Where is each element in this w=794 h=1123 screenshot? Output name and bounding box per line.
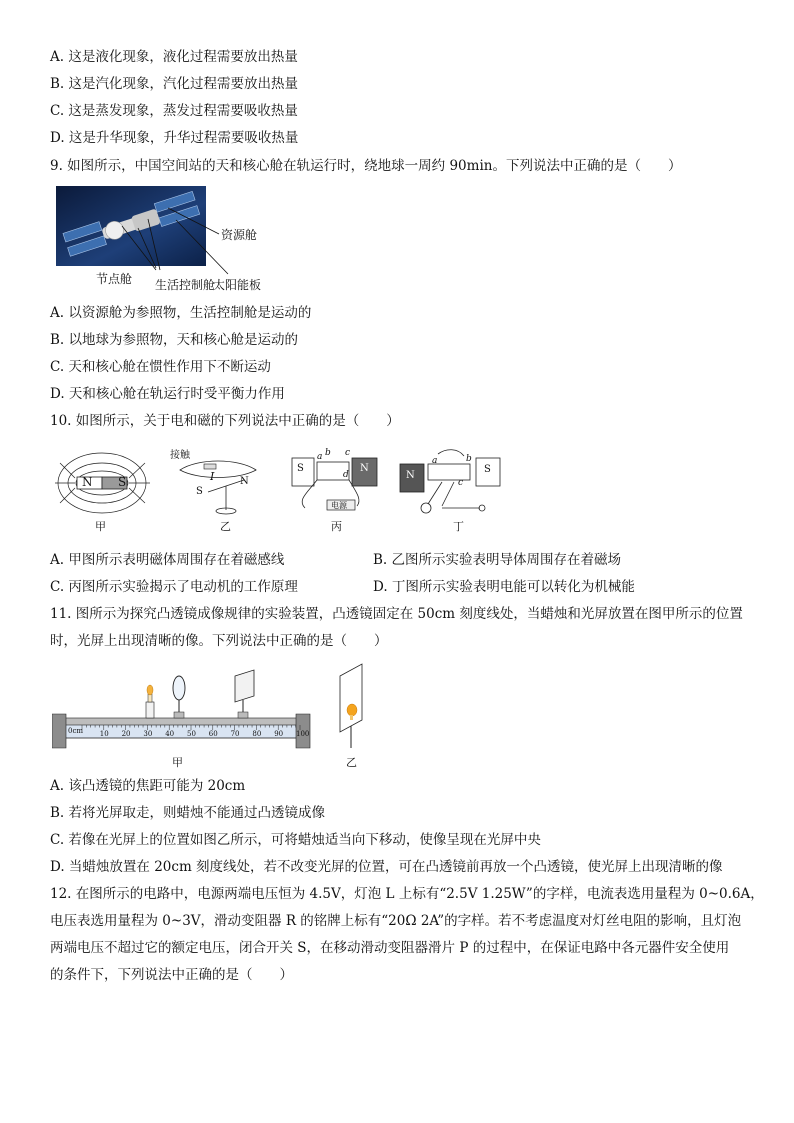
q10-option-c: C. 丙图所示实验揭示了电动机的工作原理 [50,579,298,595]
ding-a-label: a [432,456,438,466]
caption-bing: 丙 [331,520,342,533]
ruler-tick-label: 40 [165,730,175,738]
ding-c-label: c [458,478,464,488]
q11-option-c: C. 若像在光屏上的位置如图乙所示，可将蜡烛适当向下移动，使像呈现在光屏中央 [50,832,541,848]
yi-south-label: S [196,486,203,497]
ruler-tick-label: 20 [121,730,131,738]
yi-contact-label: 接触 [170,450,190,461]
ding-b-label: b [466,454,472,464]
q12-line-3: 两端电压不超过它的额定电压，闭合开关 S，在移动滑动变阻器滑片 P 的过程中，在保证电路中各元器件安全使用 [50,940,730,956]
yi-north-label: N [240,476,249,487]
q11-stem-line1: 11. 图所示为探究凸透镜成像规律的实验装置，凸透镜固定在 50cm 刻度线处，当蜡烛和光屏放置在图甲所示的位置 [50,606,743,622]
ruler-tick-label: 100 [296,730,310,738]
caption-ding: 丁 [453,520,464,533]
ruler-tick-label: 70 [230,730,240,738]
q12-line-1: 12. 在图所示的电路中，电源两端电压恒为 4.5V，灯泡 L 上标有“2.5V 1.25W”的字样，电流表选用量程为 0~0.6A， [50,886,764,902]
q12-line-2: 电压表选用量程为 0~3V，滑动变阻器 R 的铭牌上标有“20Ω 2A”的字样。若不考虑温度对灯丝电阻的影响，且灯泡 [50,913,742,929]
caption-optical-yi: 乙 [346,756,357,769]
q10-option-b: B. 乙图所示实验表明导体周围存在着磁场 [373,552,622,568]
figure-yi-oersted [168,448,263,533]
ruler-tick-label: 10 [99,730,109,738]
q11-stem-line2: 时，光屏上出现清晰的像。下列说法中正确的是（ ） [50,633,388,649]
q11-option-b: B. 若将光屏取走，则蜡烛不能通过凸透镜成像 [50,805,326,821]
label-life-module: 生活控制舱 [155,278,216,292]
q9-option-b: B. 以地球为参照物，天和核心舱是运动的 [50,332,299,348]
q11-option-a: A. 该凸透镜的焦距可能为 20cm [50,778,246,794]
space-station-figure [56,186,286,296]
ruler-unit-label: 0cm [68,727,84,735]
figure-screen-image [336,662,368,770]
bing-north-label: N [360,463,369,474]
q10-option-a: A. 甲图所示表明磁体周围存在着磁感线 [50,552,285,568]
q12-line-4: 的条件下，下列说法中正确的是（ ） [50,967,293,983]
bing-d-label: d [343,470,349,480]
figure-jia-magnet [55,448,150,533]
q9-option-a: A. 以资源舱为参照物，生活控制舱是运动的 [50,305,312,321]
bing-c-label: c [345,448,351,458]
ruler-tick-label: 80 [252,730,262,738]
q8-option-b: B. 这是汽化现象，汽化过程需要放出热量 [50,76,299,92]
label-resource-module: 资源舱 [221,228,258,242]
jia-north-label: N [82,475,93,489]
caption-yi: 乙 [220,520,231,533]
q9-stem: 9. 如图所示，中国空间站的天和核心舱在轨运行时，绕地球一周约 90min。下列说法中正确的是（ ） [50,158,682,174]
label-solar-panel: 太阳能板 [213,278,262,292]
ruler-tick-label: 90 [274,730,284,738]
bing-power-label: 电源 [331,501,347,510]
q9-option-c: C. 天和核心舱在惯性作用下不断运动 [50,359,271,375]
q9-option-d: D. 天和核心舱在轨运行时受平衡力作用 [50,386,285,402]
ding-south-label: S [484,464,491,475]
q10-option-d: D. 丁图所示实验表明电能可以转化为机械能 [373,579,635,595]
bing-a-label: a [317,452,323,462]
q8-option-a: A. 这是液化现象，液化过程需要放出热量 [50,49,298,65]
label-node-module: 节点舱 [96,272,133,286]
q8-option-d: D. 这是升华现象，升华过程需要吸收热量 [50,130,299,146]
figure-optical-bench [52,662,314,770]
bing-south-label: S [297,463,304,474]
q11-option-d: D. 当蜡烛放置在 20cm 刻度线处，若不改变光屏的位置，可在凸透镜前再放一个凸透镜，使光屏上出现清晰的像 [50,859,723,875]
figure-ding-generator [398,448,503,533]
caption-optical-jia: 甲 [172,756,183,769]
figure-bing-motor [287,448,387,533]
q8-option-c: C. 这是蒸发现象，蒸发过程需要吸收热量 [50,103,298,119]
q10-stem: 10. 如图所示，关于电和磁的下列说法中正确的是（ ） [50,413,400,429]
yi-current-label: I [210,470,215,483]
caption-jia: 甲 [95,520,106,533]
bing-b-label: b [325,448,331,458]
ruler-tick-label: 30 [143,730,153,738]
ruler-tick-label: 60 [208,730,218,738]
ding-north-label: N [406,470,415,481]
jia-south-label: S [118,475,127,489]
ruler-tick-label: 50 [187,730,196,738]
